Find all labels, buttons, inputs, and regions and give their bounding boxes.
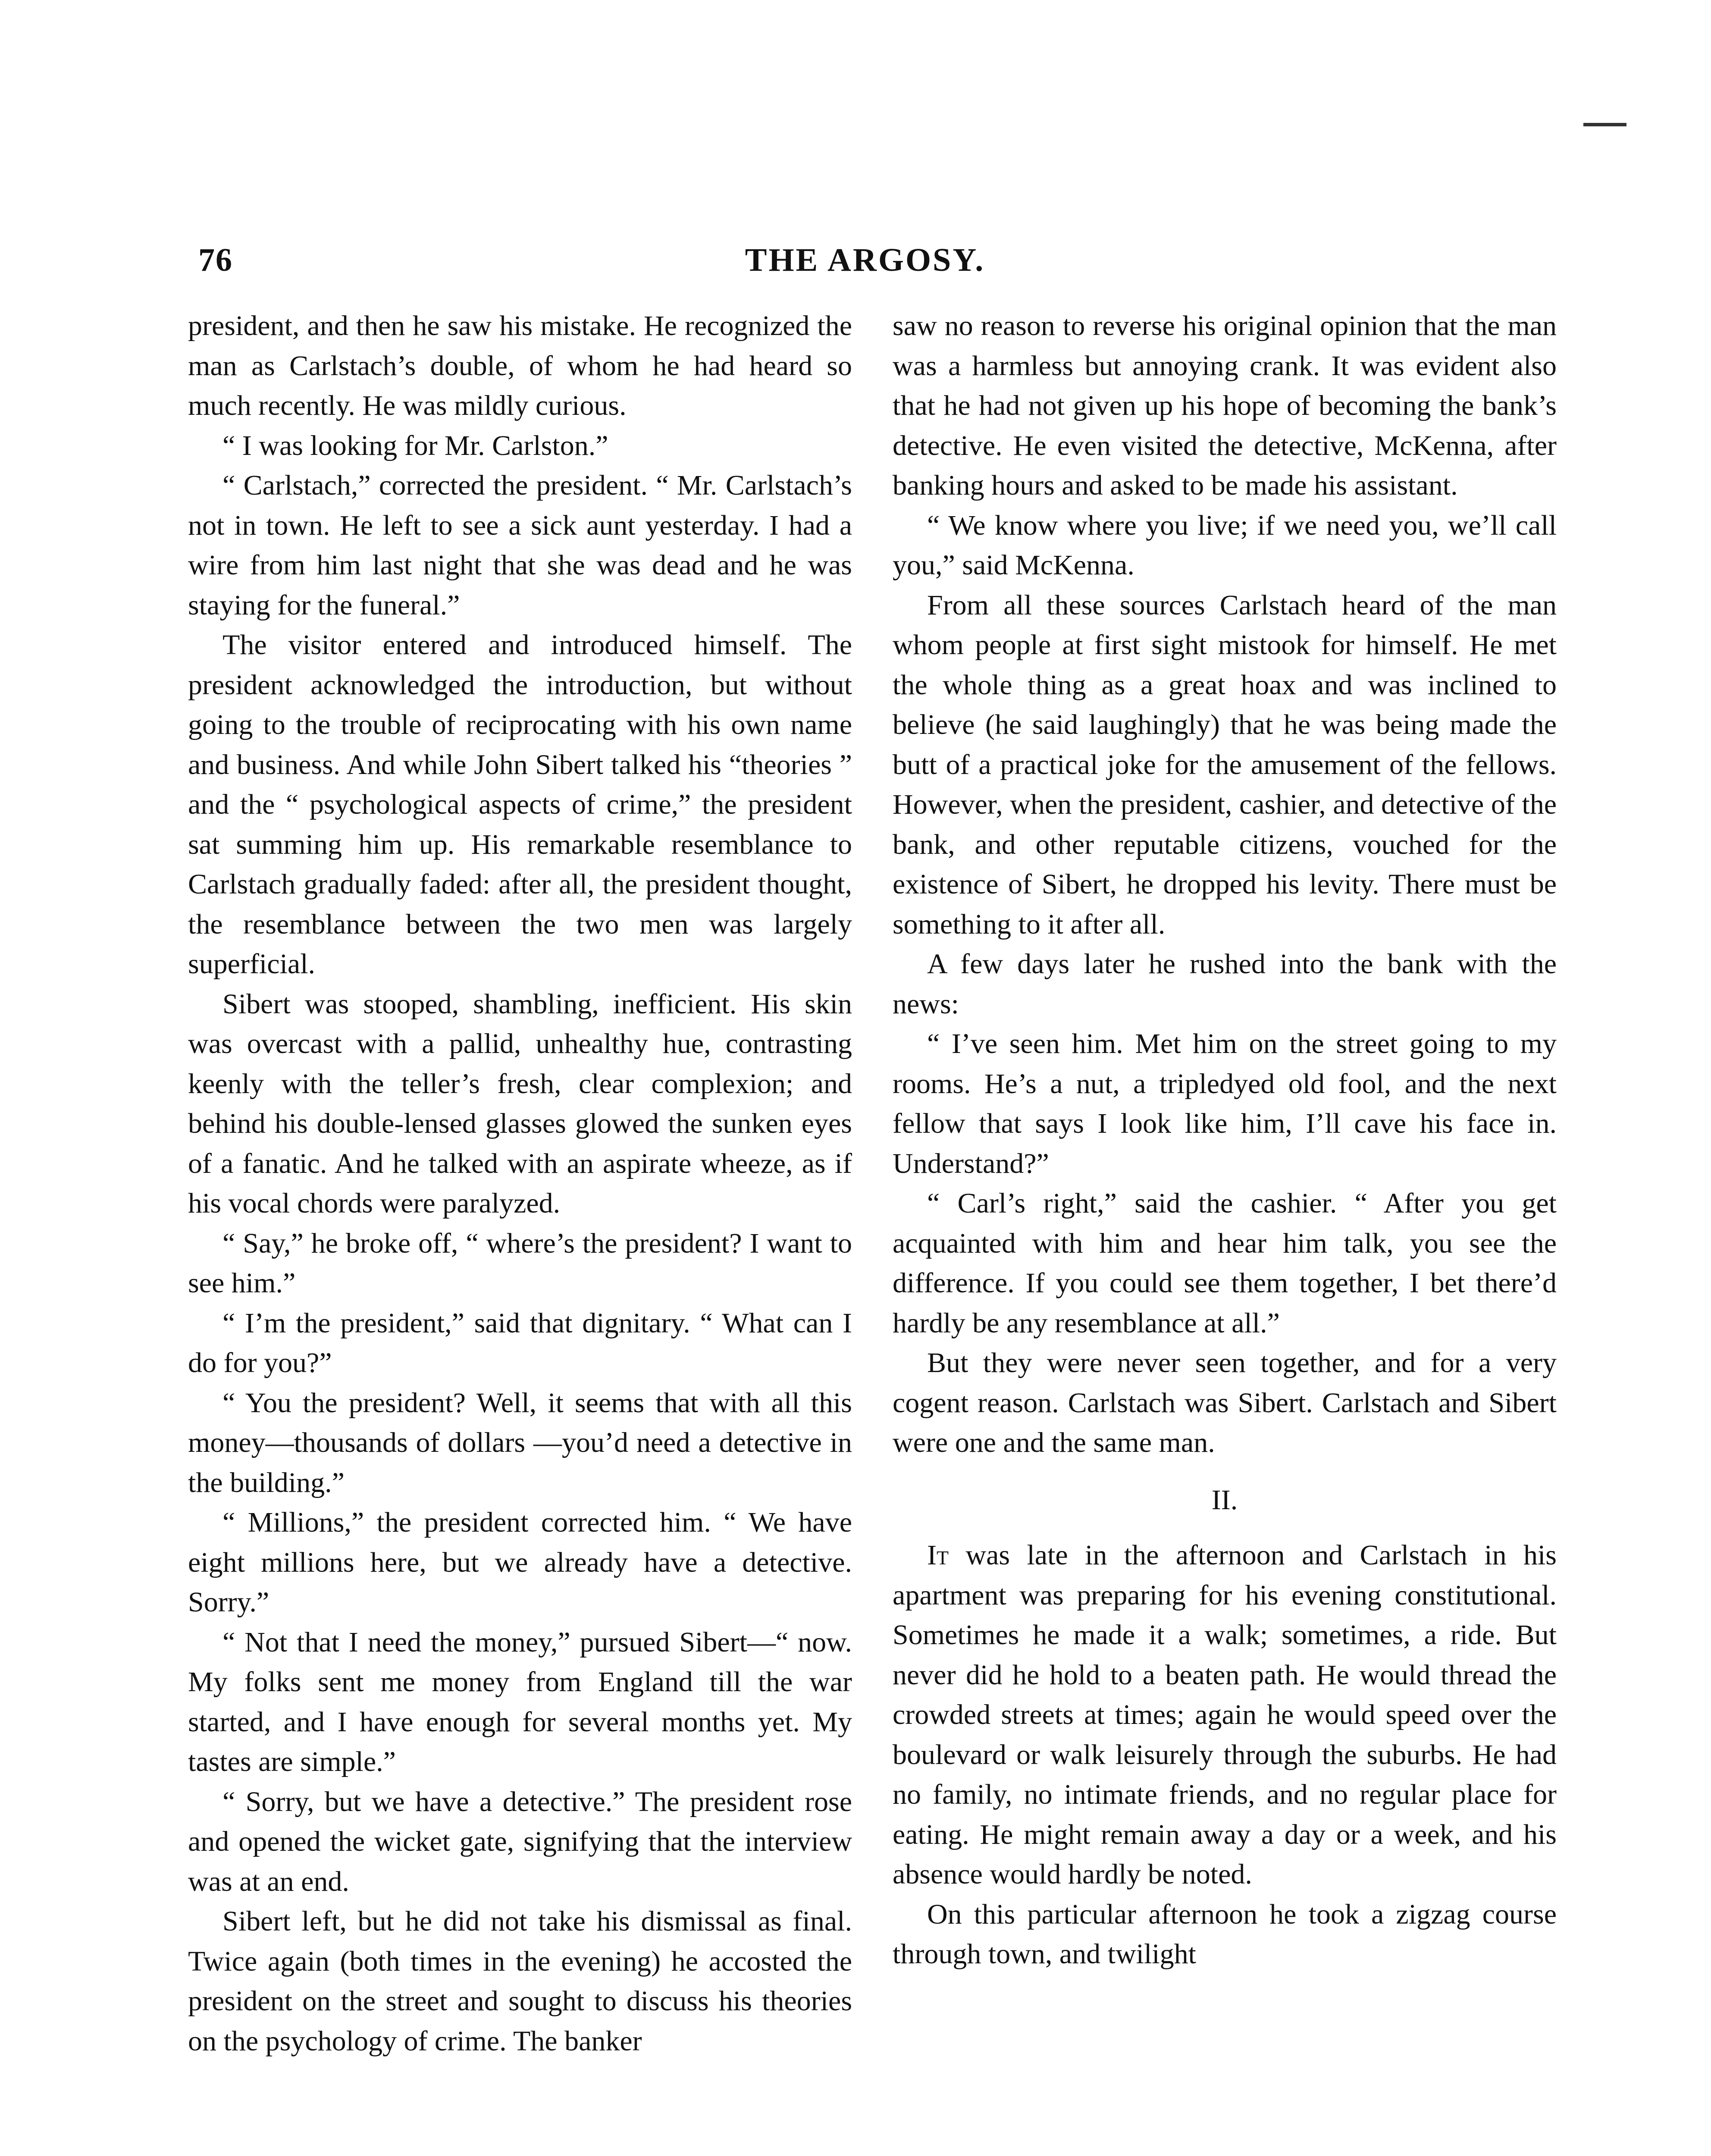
paragraph-text: “ I was looking for Mr. Carlston.” <box>222 429 608 461</box>
paragraph <box>188 625 852 984</box>
paragraph-text: “ Not that I need the money,” pursued Sibert—“ now. My folks sent me money from England till the war started, and I have enough for several months yet. My tastes are simple.” <box>188 1626 852 1777</box>
paragraph <box>188 1902 852 2061</box>
paragraph-text: “ Carl’s right,” said the cashier. “ After you get acquainted with him and hear him talk, you see the difference. If you could see them together, I bet there’d hardly be any resemblance at all.” <box>893 1188 1557 1339</box>
paragraph-text: “ I’m the president,” said that dignitary. “ What can I do for you?” <box>188 1307 852 1379</box>
section-heading: II. <box>1211 1484 1238 1516</box>
paragraph <box>893 306 1557 506</box>
right-column-part-one <box>893 306 1557 1463</box>
paragraph-text: The visitor entered and introduced himself. The president acknowledged the introduction, but without going to the trouble of reciprocating with his own name and business. And while John Sibert talked his “theories ” and the “ psychological aspects of crime,” the president sat summing him up. His remarkable resemblance to Carlstach gradually faded: after all, the president thought, the resemblance between the two men was largely superficial. <box>188 629 852 980</box>
paragraph <box>893 1184 1557 1343</box>
paragraph-text: “ Carlstach,” corrected the president. “ Mr. Carlstach’s not in town. He left to see a sick aunt yesterday. I had a wire from him last night that she was dead and he was staying for the funeral.” <box>188 470 852 621</box>
paragraph <box>893 1895 1557 1974</box>
paragraph <box>893 506 1557 586</box>
paragraph <box>893 586 1557 945</box>
right-column <box>893 306 1557 1974</box>
paragraph-text: president, and then he saw his mistake. He recognized the man as Carlstach’s double, of whom he had heard so much recently. He was mildly curious. <box>188 310 852 421</box>
paragraph <box>188 1503 852 1623</box>
paragraph <box>188 466 852 625</box>
page-header <box>188 241 1542 293</box>
paragraph-text: Sibert left, but he did not take his dismissal as final. Twice again (both times in the evening) he accosted the president on the street and sought to discuss his theories on the psychology of crime. The banker <box>188 1905 852 2057</box>
paragraph <box>188 1383 852 1503</box>
paragraph-text: “ Say,” he broke off, “ where’s the president? I want to see him.” <box>188 1227 852 1299</box>
paragraph-lead-word: It <box>927 1539 949 1571</box>
paragraph-text: “ Sorry, but we have a detective.” The president rose and opened the wicket gate, signifying that the interview was at an end. <box>188 1786 852 1897</box>
paragraph <box>188 984 852 1224</box>
paragraph-text: “ I’ve seen him. Met him on the street going to my rooms. He’s a nut, a tripledyed old fool, and the next fellow that says I look like him, I’ll cave his face in. Understand?” <box>893 1028 1557 1179</box>
paragraph <box>893 1024 1557 1184</box>
paragraph <box>188 426 852 466</box>
left-column <box>188 306 852 2061</box>
paragraph-text: A few days later he rushed into the bank with the news: <box>893 948 1557 1020</box>
paragraph-text: was late in the afternoon and Carlstach in his apartment was preparing for his evening constitutional. Sometimes he made it a walk; sometimes, a ride. But never did he hold to a beaten path. He would thread the crowded streets at times; again he would speed over the boulevard or walk leisurely through the suburbs. He had no family, no intimate friends, and no regular place for eating. He might remain away a day or a week, and his absence would hardly be noted. <box>893 1539 1557 1890</box>
paragraph <box>188 1782 852 1902</box>
paragraph-text: “ Millions,” the president corrected him. “ We have eight millions here, but we already have a detective. Sorry.” <box>188 1507 852 1618</box>
paragraph-text: saw no reason to reverse his original opinion that the man was a harmless but annoying crank. It was evident also that he had not given up his hope of becoming the bank’s detective. He even visited the detective, McKenna, after banking hours and asked to be made his assistant. <box>893 310 1557 501</box>
paragraph-text: But they were never seen together, and for a very cogent reason. Carlstach was Sibert. Carlstach and Sibert were one and the same man. <box>893 1347 1557 1458</box>
paragraph-text: On this particular afternoon he took a zigzag course through town, and twilight <box>893 1898 1557 1970</box>
paragraph-text: Sibert was stooped, shambling, inefficient. His skin was overcast with a pallid, unhealthy hue, contrasting keenly with the teller’s fresh, clear complexion; and behind his double-lensed glasses glowed the sunken eyes of a fanatic. And he talked with an aspirate wheeze, as if his vocal chords were paralyzed. <box>188 988 852 1219</box>
paragraph <box>188 1224 852 1304</box>
paragraph-text: “ You the president? Well, it seems that with all this money—thousands of dollars —you’d need a detective in the building.” <box>188 1387 852 1498</box>
paragraph <box>188 1304 852 1383</box>
paragraph-text: From all these sources Carlstach heard of the man whom people at first sight mistook for himself. He met the whole thing as a great hoax and was inclined to believe (he said laughingly) that he was being made the butt of a practical joke for the amusement of the fellows. However, when the president, cashier, and detective of the bank, and other reputable citizens, vouched for the existence of Sibert, he dropped his levity. There must be something to it after all. <box>893 589 1557 940</box>
paragraph <box>188 1623 852 1782</box>
paragraph <box>188 306 852 426</box>
right-column-part-two <box>893 1536 1557 1974</box>
paragraph <box>893 1343 1557 1463</box>
page-number: 76 <box>198 242 233 278</box>
paragraph-text: “ We know where you live; if we need you, we’ll call you,” said McKenna. <box>893 509 1557 581</box>
printer-corner-mark <box>1583 123 1626 133</box>
paragraph <box>893 1536 1557 1895</box>
running-head: THE ARGOSY. <box>745 242 985 278</box>
paragraph <box>893 944 1557 1024</box>
